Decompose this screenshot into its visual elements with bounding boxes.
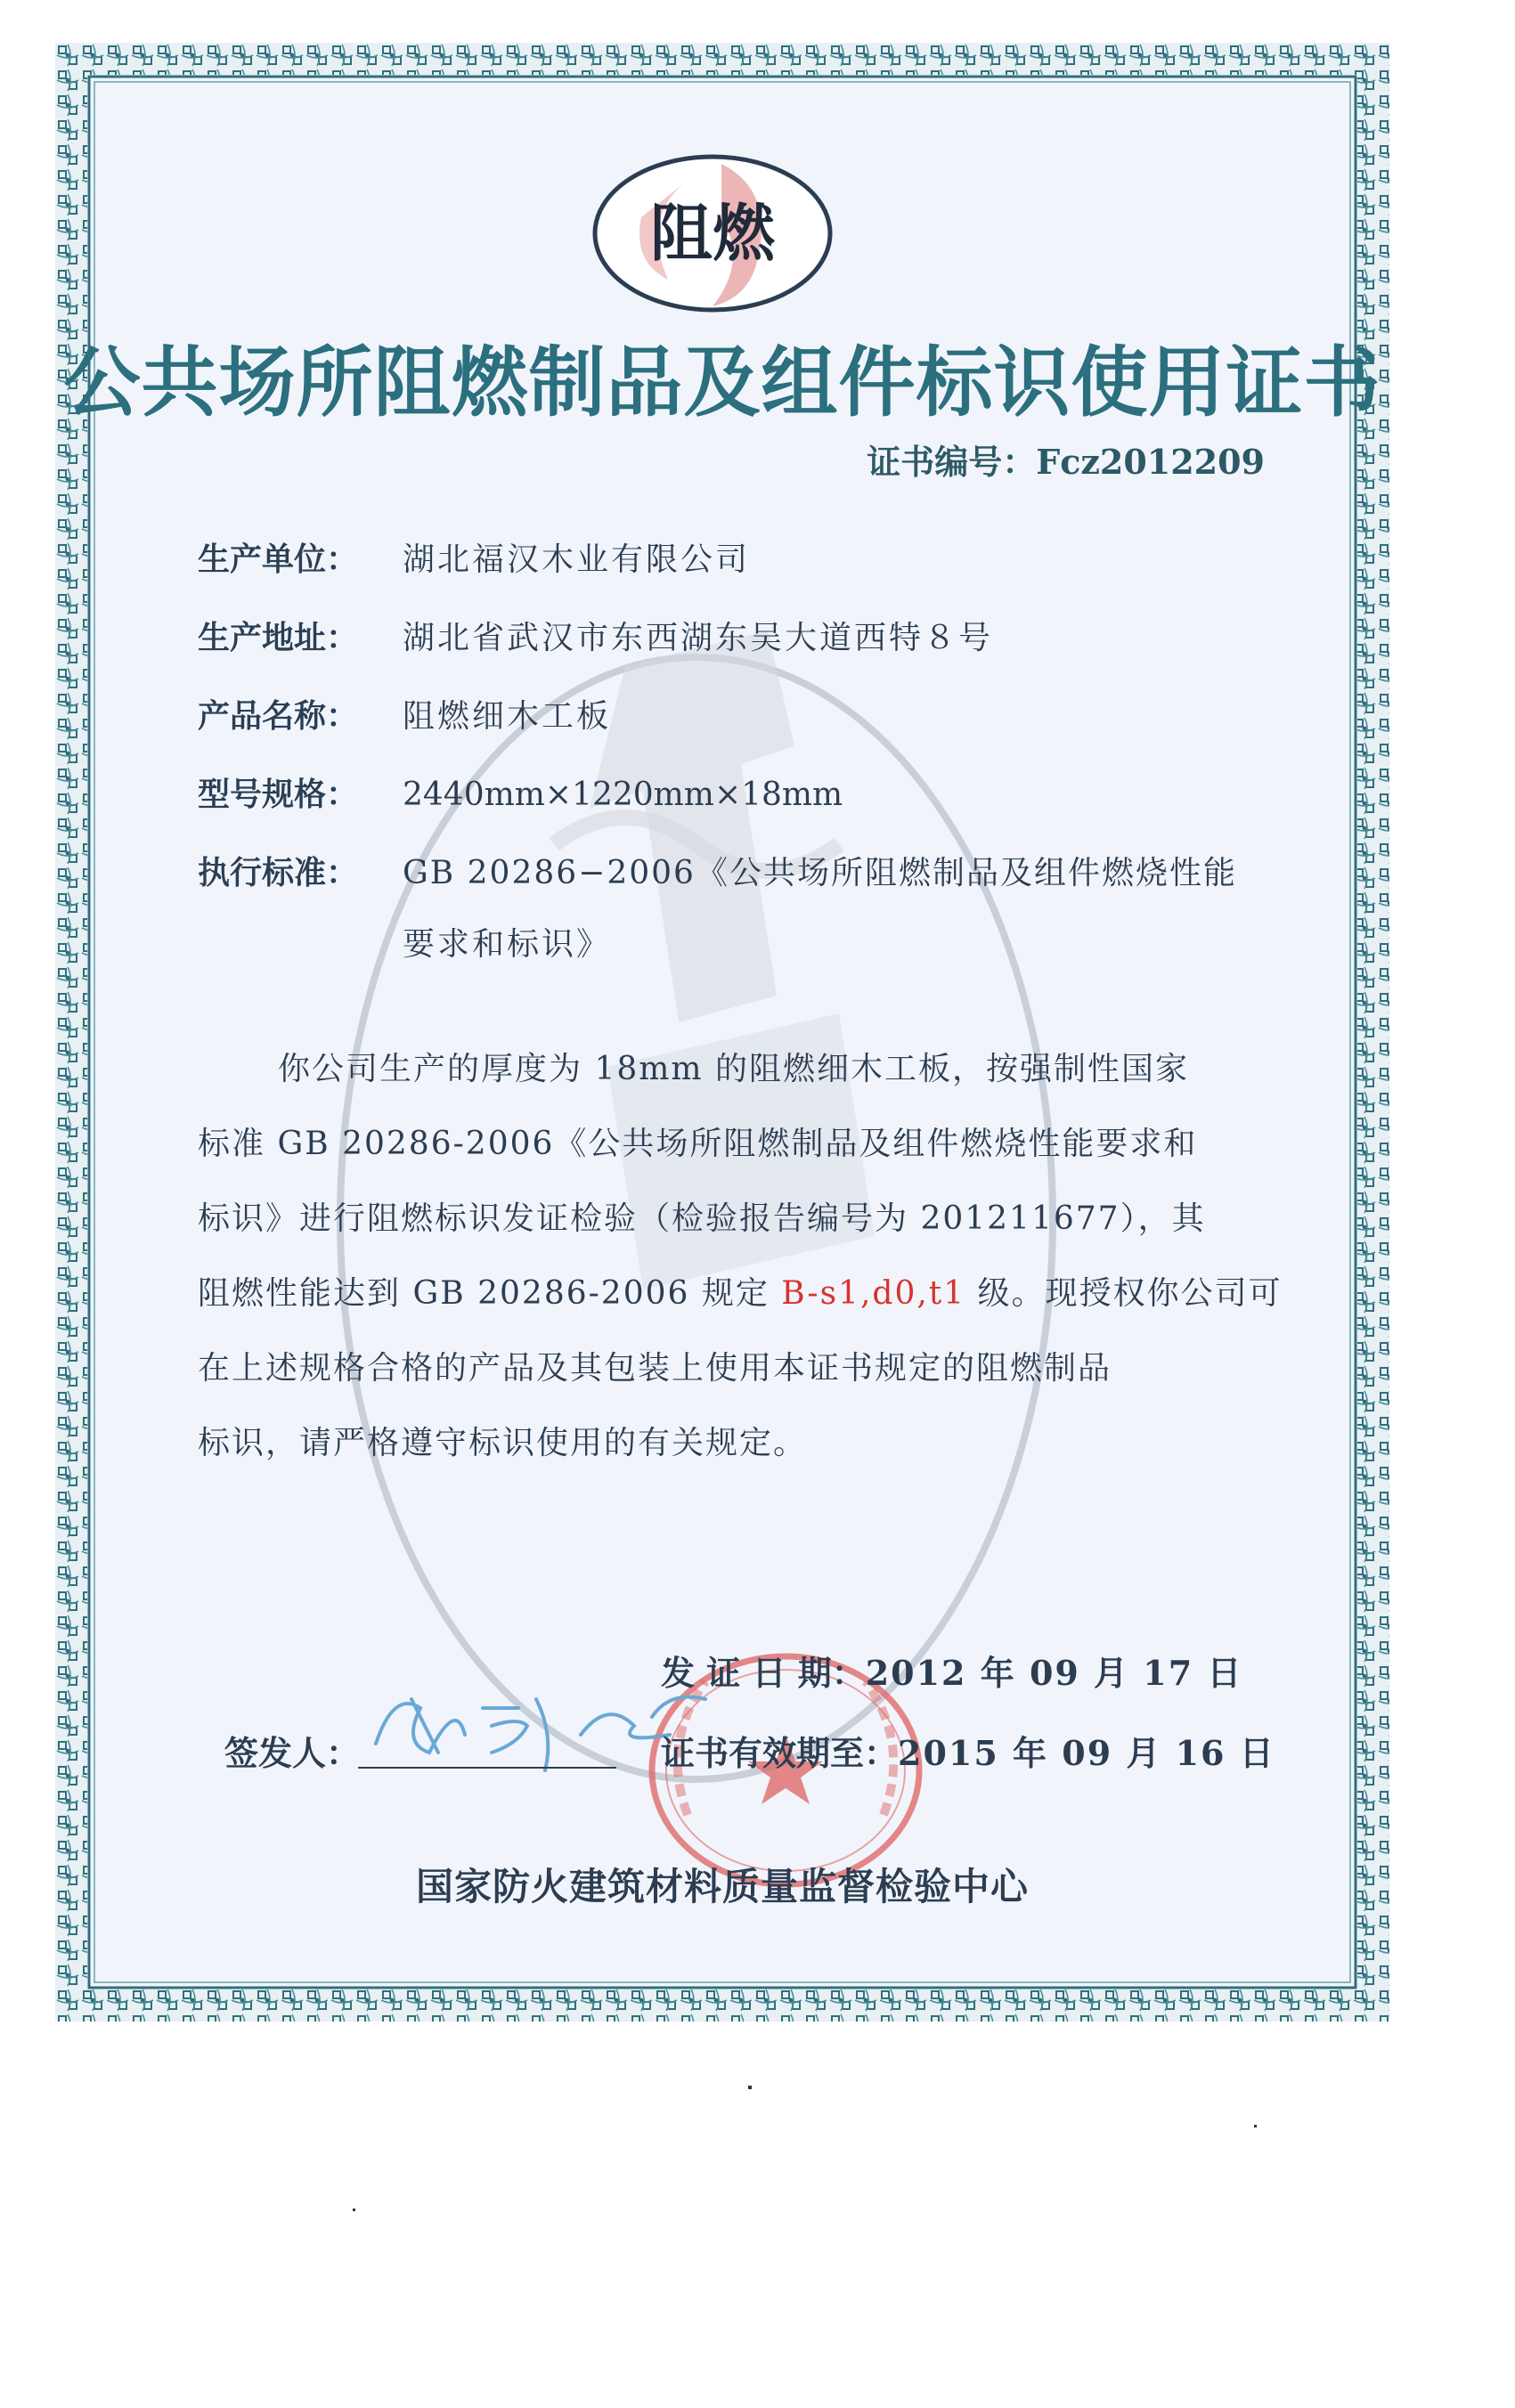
scan-speck xyxy=(353,2209,355,2211)
field-standard xyxy=(198,848,1237,893)
body-line: 你公司生产的厚度为 18mm 的阻燃细木工板，按强制性国家 xyxy=(278,1051,1189,1087)
field-model-spec xyxy=(198,769,843,815)
body-text: 级。现授权你公司可 xyxy=(965,1275,1283,1312)
field-label: 生产地址： xyxy=(198,620,359,656)
field-value: 湖北省武汉市东西湖东吴大道西特８号 xyxy=(403,620,994,656)
signer-line xyxy=(358,1767,616,1769)
body-line: 标识，请严格遵守标识使用的有关规定。 xyxy=(198,1425,808,1461)
field-label: 型号规格： xyxy=(198,777,359,813)
certificate xyxy=(55,43,1389,2022)
signer-label: 签发人： xyxy=(224,1734,361,1773)
certificate-number-label: 证书编号： xyxy=(867,443,1037,482)
valid-until-value: 2015 年 09 月 16 日 xyxy=(898,1733,1275,1773)
flame-retardant-logo xyxy=(588,146,837,321)
certificate-number xyxy=(867,435,1265,484)
scan-speck xyxy=(1254,2125,1257,2127)
valid-until-label: 证书有效期至 xyxy=(661,1734,865,1773)
field-standard-continuation: 要求和标识》 xyxy=(403,926,612,963)
field-label: 生产单位： xyxy=(198,541,359,578)
fire-grade: B-s1,d0,t1 xyxy=(781,1275,966,1312)
logo-text: 阻燃 xyxy=(650,197,775,270)
field-value: 阻燃细木工板 xyxy=(403,698,612,735)
certificate-title: 公共场所阻燃制品及组件标识使用证书 xyxy=(63,338,1381,427)
body-line-grade xyxy=(198,1268,1283,1314)
issue-date xyxy=(661,1646,1242,1695)
body-text: 阻燃性能达到 GB 20286-2006 规定 xyxy=(198,1275,782,1312)
field-value: 2440mm×1220mm×18mm xyxy=(403,777,843,813)
issue-date-sep: ： xyxy=(831,1654,866,1693)
body-line: 在上述规格合格的产品及其包装上使用本证书规定的阻燃制品 xyxy=(198,1350,1112,1387)
field-manufacturer xyxy=(198,534,750,580)
issue-date-label: 发 证 日 期 xyxy=(661,1654,832,1693)
body-line: 标准 GB 20286-2006《公共场所阻燃制品及组件燃烧性能要求和 xyxy=(198,1126,1198,1162)
field-address xyxy=(198,613,993,658)
field-label: 产品名称： xyxy=(198,698,359,735)
field-value: 湖北福汉木业有限公司 xyxy=(403,541,751,578)
field-value: GB 20286−2006《公共场所阻燃制品及组件燃烧性能 xyxy=(403,855,1237,891)
valid-until xyxy=(661,1726,1275,1775)
issue-date-value: 2012 年 09 月 17 日 xyxy=(865,1653,1243,1693)
valid-until-sep: ： xyxy=(864,1734,899,1773)
field-label: 执行标准： xyxy=(198,855,359,891)
certificate-number-value: Fcz2012209 xyxy=(1036,442,1265,482)
signer xyxy=(224,1726,360,1775)
field-product-name xyxy=(198,691,611,736)
issuing-authority: 国家防火建筑材料质量监督检验中心 xyxy=(415,1865,1029,1908)
scan-speck xyxy=(748,2086,752,2089)
body-line: 标识》进行阻燃标识发证检验（检验报告编号为 201211677），其 xyxy=(198,1200,1206,1237)
